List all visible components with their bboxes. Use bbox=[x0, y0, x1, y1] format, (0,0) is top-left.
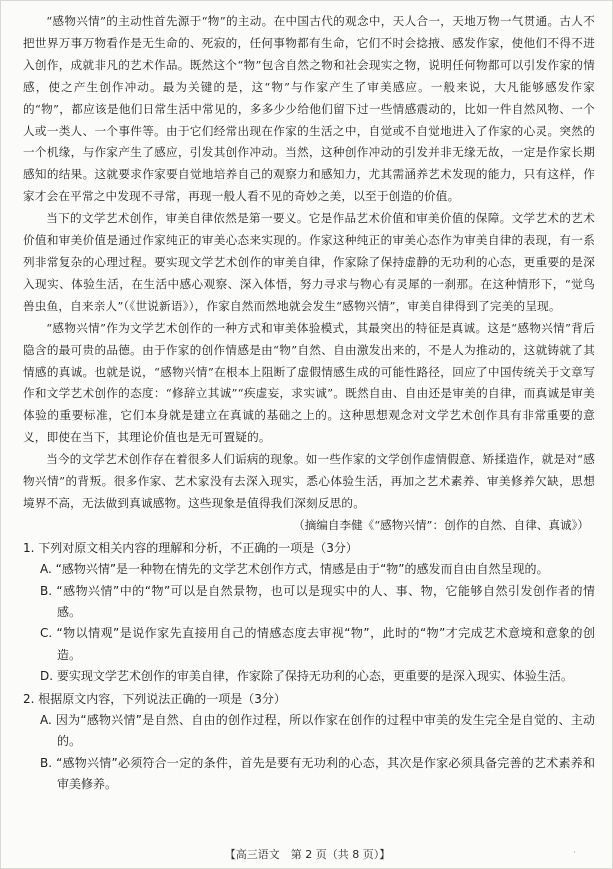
question-1 bbox=[23, 538, 595, 688]
article-paragraph-2: 当下的文学艺术创作，审美自律依然是第一要义。它是作品艺术价值和审美价值的保障。文学艺术的艺术价值和审美价值是通过作家纯正的审美心态来实现的。作家这种纯正的审美心态作为审美自律的表现，有一系列非常复杂的心理过程。要实现文学艺术创作的审美自律，作家除了保持虚静的无功利的心态，更重要的是深入现实、体验生活，在生活中感心观察、深入体悟，努力寻求与物心有灵犀的一刹那。在这种情形下，“觉鸟兽虫鱼，自来亲人”（《世说新语》），作家自然而然地就会发生“感物兴情”，审美自律得到了完美的呈现。 bbox=[23, 211, 595, 313]
question-1-option-b: B. “感物兴情”中的“物”可以是自然景物，也可以是现实中的人、事、物，它能够自然引发创作者的情感。 bbox=[40, 583, 595, 619]
question-2-option-a: A. 因为“感物兴情”是自然、自由的创作过程，所以作家在创作的过程中审美的发生完全是自觉的、主动的。 bbox=[40, 713, 595, 749]
question-1-stem: 1. 下列对原文相关内容的理解和分析，不正确的一项是（3分） bbox=[23, 540, 358, 555]
article-paragraph-3: “感物兴情”作为文学艺术创作的一种方式和审美体验模式，其最突出的特征是真诚。这是“感物兴情”背后隐含的最可贵的品德。由于作家的创作情感是由“物”自然、自由激发出来的，不是人为推动的，这就铸就了其情感的真诚。也就是说，“感物兴情”在根本上阻断了虚假情感生成的可能性路径，回应了中国传统关于文章写作和文学艺术创作的态度：“修辞立其诚”“疾虚妄，求实诚”。既然自由、自由还是审美的自律，而真诚是审美体验的重要标准，它们本身就是建立在真诚的基础之上的。这种思想观念对文学艺术创作具有非常重要的意义，即使在当下，其理论价值也是无可置疑的。 bbox=[23, 320, 595, 445]
question-2-option-b: B. “感物兴情”必须符合一定的条件，首先是要有无功利的心态，其次是作家必须具备完善的艺术素养和审美修养。 bbox=[40, 755, 595, 792]
page-content bbox=[23, 11, 595, 796]
question-1-option-c: C. “物以情观”是说作家先直接用自己的情感态度去审视“物”，此时的“物”才完成艺术意境和意象的创造。 bbox=[40, 626, 595, 662]
question-1-option-d: D. 要实现文学艺术创作的审美自律，作家除了保持无功利的心态，更重要的是深入现实、体验生活。 bbox=[40, 669, 573, 684]
question-2-stem: 2. 根据原文内容，下列说法正确的一项是（3分） bbox=[23, 691, 286, 706]
article-paragraph-1: “感物兴情”的主动性首先源于“物”的主动。在中国古代的观念中，天人合一，天地万物一气贯通。古人不把世界万事万物看作是无生命的、死寂的，任何事物都有生命，它们不时会捻掖、感发作家，使他们不得不进入创作，成就非凡的艺术作品。既然这个“物”包含自然之物和社会现实之物，说明任何物都可以引发作家的情感，使之产生创作冲动。最为关键的是，这“物”与作家产生了审美感应。一般来说，大凡能够感发作家的“物”，都应该是他们日常生活中常见的，多多少少给他们留下过一些情感震动的，比如一件自然风物、一个人或一类人、一个事件等。由于它们经常出现在作家的生活之中，自觉或不自觉地进入了作家的心灵。突然的一个机缘，与作家产生了感应，引发其创作冲动。当然，这种创作冲动的引发并非无缘无故，一定是作家长期感知的结果。这就要求作家要自觉地培养自己的观察力和感知力，尤其需涵养艺术发现的能力，只有这样，作家才会在平常之中发现不寻常，再现一般人看不见的奇妙之美，以至于创造的价值。 bbox=[23, 14, 595, 204]
article-source: （摘编自李健《“感物兴情”：创作的自然、自律、真诚》） bbox=[293, 517, 589, 532]
question-1-option-a: A. “感物兴情”是一种物在情先的文学艺术创作方式，情感是由于“物”的感发而自由自然呈现的。 bbox=[40, 562, 549, 577]
question-2 bbox=[23, 689, 595, 796]
corner-mark: · bbox=[573, 848, 576, 858]
article-paragraph-4: 当今的文学艺术创作存在着很多人们诟病的现象。如一些作家的文学创作虚情假意、矫揉造作，就是对“感物兴情”的背叛。很多作家、艺术家没有去深入现实，悉心体验生活，再加之艺术素养、审美修养欠缺，思想境界不高，无法做到真诚感物。这些现象是值得我们深刻反思的。 bbox=[23, 452, 595, 510]
page-footer: 【高三语文 第 2 页（共 8 页）】 bbox=[224, 848, 391, 861]
